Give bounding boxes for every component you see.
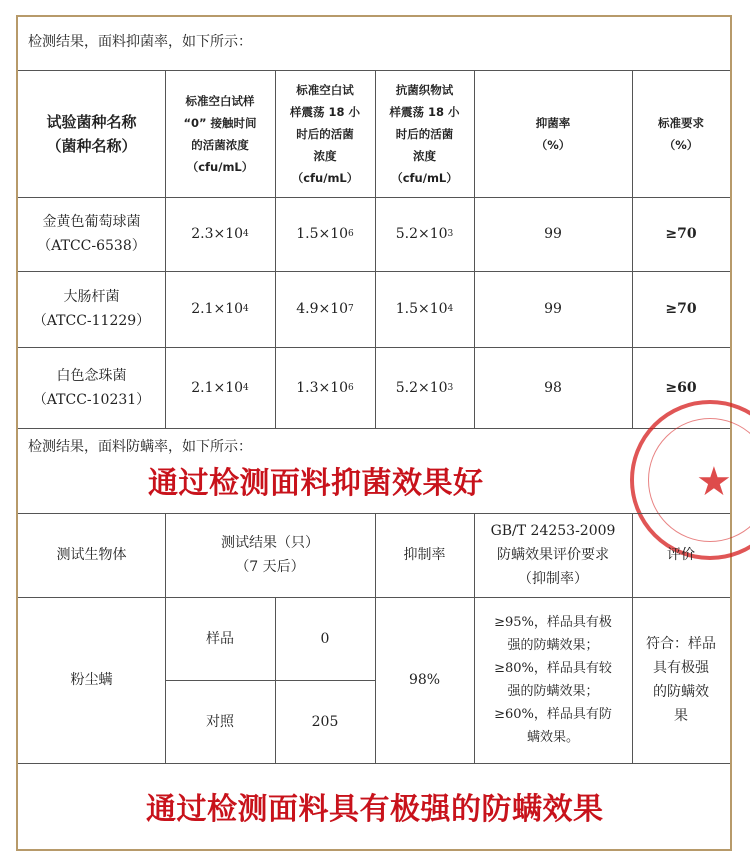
value-mantissa: 1.5×10 — [395, 301, 448, 317]
header-inhibition-rate — [474, 70, 632, 197]
header-line: 的活菌浓度 — [191, 137, 249, 152]
value-cell — [375, 197, 474, 271]
value-exponent: 4 — [447, 304, 454, 314]
standard-text — [488, 611, 618, 749]
value-cell — [275, 347, 375, 428]
strain-code: （ATCC-10231） — [32, 391, 151, 408]
evaluation-line: 具有极强 — [653, 660, 709, 676]
header-line: （抑制率） — [518, 571, 588, 587]
value-mantissa: 5.2×10 — [395, 226, 448, 242]
header-line: 标准空白试 — [296, 82, 354, 97]
header-line: 试验菌种名称 — [46, 112, 137, 131]
inhibition-value: 98% — [408, 672, 441, 688]
value-mantissa: 4.9×10 — [296, 301, 349, 317]
standard-line: ≥80%，样品具有较 — [494, 661, 612, 676]
banner-anti-mite: 通过检测面料具有极强的防螨效果 — [146, 792, 604, 827]
header-blank-zero-time — [165, 70, 275, 197]
standard-line: 强的防螨效果； — [507, 684, 599, 699]
value-exponent: 3 — [447, 229, 454, 239]
evaluation-line: 符合：样品 — [646, 636, 716, 652]
value-cell — [275, 197, 375, 271]
header-line: （%） — [663, 137, 699, 152]
header-organism: 测试生物体 — [56, 547, 127, 563]
value-exponent: 4 — [243, 229, 249, 239]
control-value: 205 — [311, 713, 339, 730]
table1-bottom-line — [18, 428, 730, 429]
header-line: （cfu/mL） — [186, 159, 254, 174]
header-line: （%） — [535, 137, 571, 152]
value-cell — [165, 347, 275, 428]
header-line: 测试结果（只） — [221, 535, 319, 551]
value-mantissa: 1.3×10 — [296, 379, 349, 396]
header-inhibition: 抑制率 — [403, 547, 446, 563]
standard-line: 强的防螨效果； — [507, 638, 599, 653]
header-line: （菌种名称） — [46, 136, 137, 155]
value-mantissa: 5.2×10 — [395, 379, 448, 396]
header-line: “0” 接触时间 — [183, 115, 257, 130]
mite-intro: 检测结果，面料防螨率，如下所示： — [28, 439, 252, 455]
value-cell — [165, 197, 275, 271]
value-exponent: 3 — [447, 382, 454, 393]
rate-cell: 98 — [544, 379, 562, 396]
value-exponent: 4 — [243, 382, 249, 393]
value-mantissa: 2.1×10 — [191, 301, 244, 317]
strain-cell — [18, 197, 165, 271]
header-line: 样震荡 18 小 — [289, 104, 360, 119]
strain-cell — [18, 347, 165, 428]
value-exponent: 4 — [243, 304, 249, 314]
header-line: 抗菌织物试 — [395, 82, 454, 97]
header-line: （7 天后） — [235, 559, 305, 575]
star-icon: ★ — [696, 459, 732, 505]
rate-cell: 99 — [544, 226, 562, 242]
header-standard — [632, 70, 730, 197]
rate-cell: 99 — [544, 301, 562, 317]
header-line: 标准空白试样 — [185, 93, 255, 108]
strain-cell — [18, 271, 165, 347]
header-line: 防螨效果评价要求 — [497, 547, 609, 563]
standard-line: 螨效果。 — [526, 730, 579, 745]
value-exponent: 7 — [348, 304, 354, 314]
header-line: GB/T 24253-2009 — [490, 523, 616, 539]
value-exponent: 6 — [348, 382, 354, 393]
header-line: 时后的活菌 — [395, 126, 454, 141]
header-evaluation: 评价 — [667, 547, 695, 563]
banner-antibacterial: 通过检测面料抑菌效果好 — [148, 466, 484, 501]
header-strain-name — [18, 70, 165, 197]
requirement-cell: ≥60 — [665, 379, 697, 396]
value-mantissa: 2.1×10 — [191, 379, 244, 396]
header-line: 时后的活菌 — [296, 126, 354, 141]
value-exponent: 6 — [348, 229, 354, 239]
header-line: 抑菌率 — [535, 115, 571, 130]
control-label: 对照 — [206, 713, 234, 730]
requirement-cell: ≥70 — [665, 301, 697, 317]
antibacterial-intro: 检测结果，面料抑菌率，如下所示： — [28, 34, 252, 50]
table2-bottom-line — [18, 763, 730, 764]
header-blank-18h — [275, 70, 375, 197]
organism-cell: 粉尘螨 — [70, 672, 113, 688]
header-line: （cfu/mL） — [291, 170, 359, 185]
header-standard-requirement — [474, 513, 632, 597]
value-cell — [165, 271, 275, 347]
value-mantissa: 2.3×10 — [191, 226, 244, 242]
strain-name: 白色念珠菌 — [56, 367, 127, 384]
evaluation-line: 的防螨效 — [653, 684, 709, 700]
standard-line: ≥95%，样品具有极 — [494, 615, 612, 630]
header-line: 样震荡 18 小 — [389, 104, 460, 119]
header-line: （cfu/mL） — [391, 170, 458, 185]
sample-value: 0 — [320, 630, 330, 647]
header-line: 浓度 — [313, 148, 337, 163]
value-cell — [275, 271, 375, 347]
strain-name: 大肠杆菌 — [63, 289, 120, 305]
standard-description — [474, 597, 632, 763]
header-antibacterial-18h — [375, 70, 474, 197]
header-test-result — [165, 513, 375, 597]
value-mantissa: 1.5×10 — [296, 226, 349, 242]
value-cell — [375, 347, 474, 428]
sample-label: 样品 — [206, 630, 234, 647]
requirement-cell: ≥70 — [665, 226, 697, 242]
value-cell — [375, 271, 474, 347]
standard-line: ≥60%，样品具有防 — [494, 707, 612, 722]
strain-code: （ATCC-11229） — [32, 313, 151, 329]
strain-code: （ATCC-6538） — [37, 238, 146, 254]
evaluation-cell — [632, 597, 730, 763]
header-line: 标准要求 — [658, 115, 704, 130]
strain-name: 金黄色葡萄球菌 — [42, 214, 141, 230]
header-line: 浓度 — [413, 148, 436, 163]
evaluation-line: 果 — [674, 708, 688, 724]
